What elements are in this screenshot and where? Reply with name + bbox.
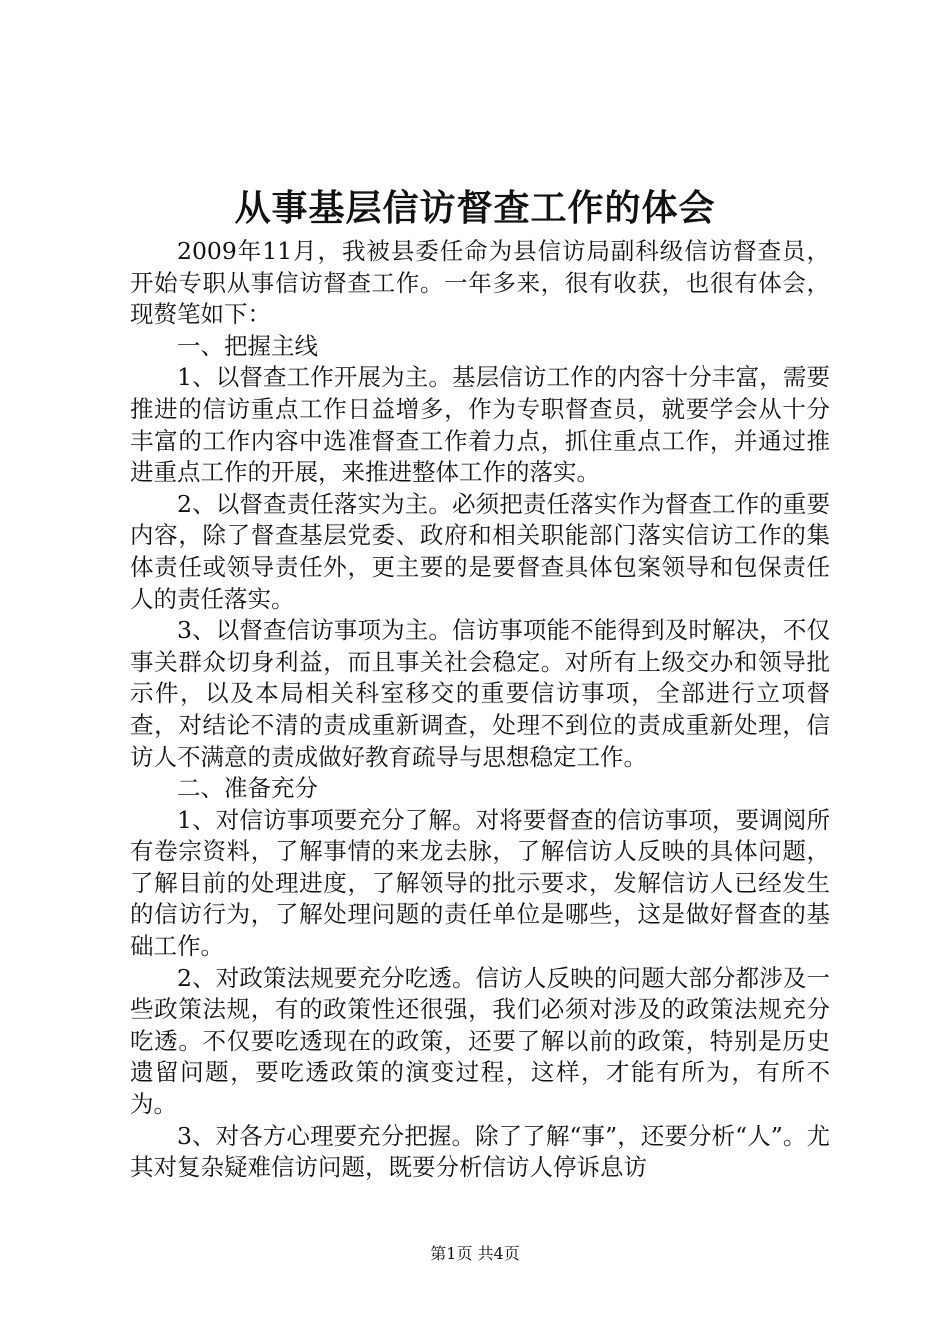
intro-paragraph: 2009年11月，我被县委任命为县信访局副科级信访督查员，开始专职从事信访督查工作。一年多来，很有收获，也很有体会，现赘笔如下： — [130, 237, 830, 329]
section2-paragraph-2: 2、对政策法规要充分吃透。信访人反映的问题大部分都涉及一些政策法规，有的政策性还很强，我们必须对涉及的政策法规充分吃透。不仅要吃透现在的政策，还要了解以前的政策，特别是历史遗留问题，要吃透政策的演变过程，这样，才能有所为，有所不为。 — [130, 963, 830, 1119]
section2-paragraph-1: 1、对信访事项要充分了解。对将要督查的信访事项，要调阅所有卷宗资料，了解事情的来龙去脉，了解信访人反映的具体问题，了解目前的处理进度，了解领导的批示要求，发解信访人已经发生的信访行为，了解处理问题的责任单位是哪些，这是做好督查的基础工作。 — [130, 805, 830, 961]
section-heading-2: 二、准备充分 — [177, 774, 318, 803]
section1-paragraph-3: 3、以督查信访事项为主。信访事项能不能得到及时解决，不仅事关群众切身利益，而且事关社会稳定。对所有上级交办和领导批示件，以及本局相关科室移交的重要信访事项，全部进行立项督查，对结论不清的责成重新调查，处理不到位的责成重新处理，信访人不满意的责成做好教育疏导与思想稳定工作。 — [130, 616, 830, 771]
section1-paragraph-1: 1、以督查工作开展为主。基层信访工作的内容十分丰富，需要推进的信访重点工作日益增多，作为专职督查员，就要学会从十分丰富的工作内容中选准督查工作着力点，抓住重点工作，并通过推进重点工作的开展，来推进整体工作的落实。 — [130, 363, 830, 487]
document-title: 从事基层信访督查工作的体会 — [234, 187, 716, 229]
section1-paragraph-2: 2、以督查责任落实为主。必须把责任落实作为督查工作的重要内容，除了督查基层党委、政府和相关职能部门落实信访工作的集体责任或领导责任外，更主要的是要督查具体包案领导和包保责任人的责任落实。 — [130, 489, 830, 613]
page-footer: 第1页 共4页 — [430, 1244, 520, 1263]
document-body — [130, 236, 830, 1184]
section-heading-1: 一、把握主线 — [177, 331, 318, 360]
section2-paragraph-3: 3、对各方心理要充分把握。除了了解“事”，还要分析“人”。尤其对复杂疑难信访问题，既要分析信访人停诉息访 — [130, 1121, 830, 1182]
